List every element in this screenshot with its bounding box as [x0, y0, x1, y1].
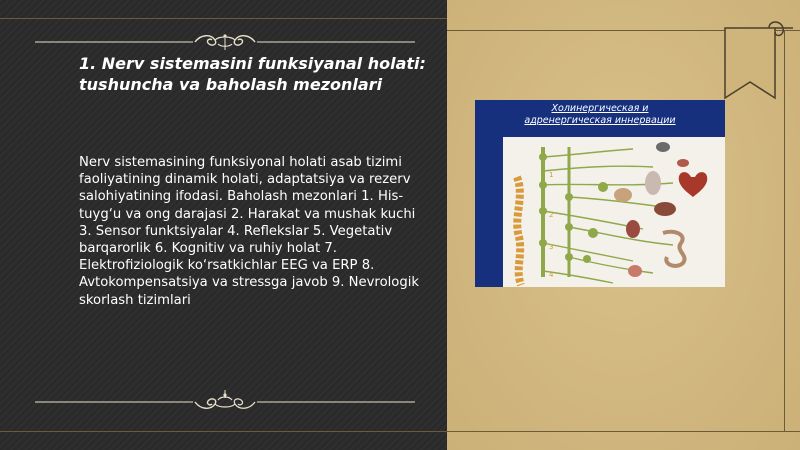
kidney-organ: [626, 220, 640, 238]
diagram-illustration-area: [503, 137, 725, 287]
lung-organ: [645, 171, 661, 195]
ganglion-7: [565, 253, 573, 261]
bladder-organ: [628, 265, 642, 277]
ganglion-9: [588, 228, 598, 238]
diagram-title-line-1: Холинергическая и: [551, 103, 649, 114]
ganglion-3: [565, 193, 573, 201]
ganglion-10: [583, 255, 591, 263]
stomach-organ: [614, 188, 632, 202]
frame-bottom-line: [0, 431, 447, 432]
innervation-diagram: [475, 100, 725, 287]
slide-title: 1. Nerv sistemasini funksiyanal holati: tushuncha va baholash mezonlari: [79, 54, 426, 94]
bottom-ornament-icon: [35, 390, 415, 414]
right-frame-bottom: [447, 431, 800, 432]
bookmark-ribbon-icon: [717, 16, 799, 106]
ganglion-1: [539, 153, 547, 161]
ganglion-2: [539, 181, 547, 189]
level-label-1: 1: [549, 171, 554, 179]
diagram-title-line-2: адренергическая иннервации: [524, 115, 676, 126]
ganglion-6: [539, 239, 547, 247]
liver-organ: [654, 202, 676, 216]
ganglion-4: [539, 207, 547, 215]
ganglion-8: [598, 182, 608, 192]
slide-body-text: Nerv sistemasining funksiyonal holati asab tizimi faoliyatining dinamik holati, adaptatsiya va rezerv salohiyatining ifodasi. Baholash mezonlari 1. His-tuyg‘u va ong darajasi 2. Harakat va mushak kuchi 3. Sensor funktsiyalar 4. Reflekslar 5. Vegetativ barqarorlik 6. Kognitiv va ruhiy holat 7. Elektrofiziologik ko‘rsatkichlar EEG va ERP 8. Avtokompensatsiya va stressga javob 9. Nevrologik skorlash tizimlari: [79, 155, 420, 308]
intestine-organ: [663, 232, 685, 266]
eye-organ: [656, 142, 670, 152]
ganglion-5: [565, 223, 573, 231]
level-label-3: 3: [549, 243, 554, 251]
nervous-system-illustration: [503, 137, 725, 287]
top-ornament-icon: [35, 28, 415, 50]
gland-organ: [677, 159, 689, 167]
level-label-2: 2: [549, 211, 554, 219]
level-label-4: 4: [549, 271, 554, 279]
frame-top-line: [0, 18, 447, 19]
diagram-title: [475, 103, 725, 127]
spinal-column: [517, 177, 521, 285]
heart-organ: [679, 172, 708, 197]
